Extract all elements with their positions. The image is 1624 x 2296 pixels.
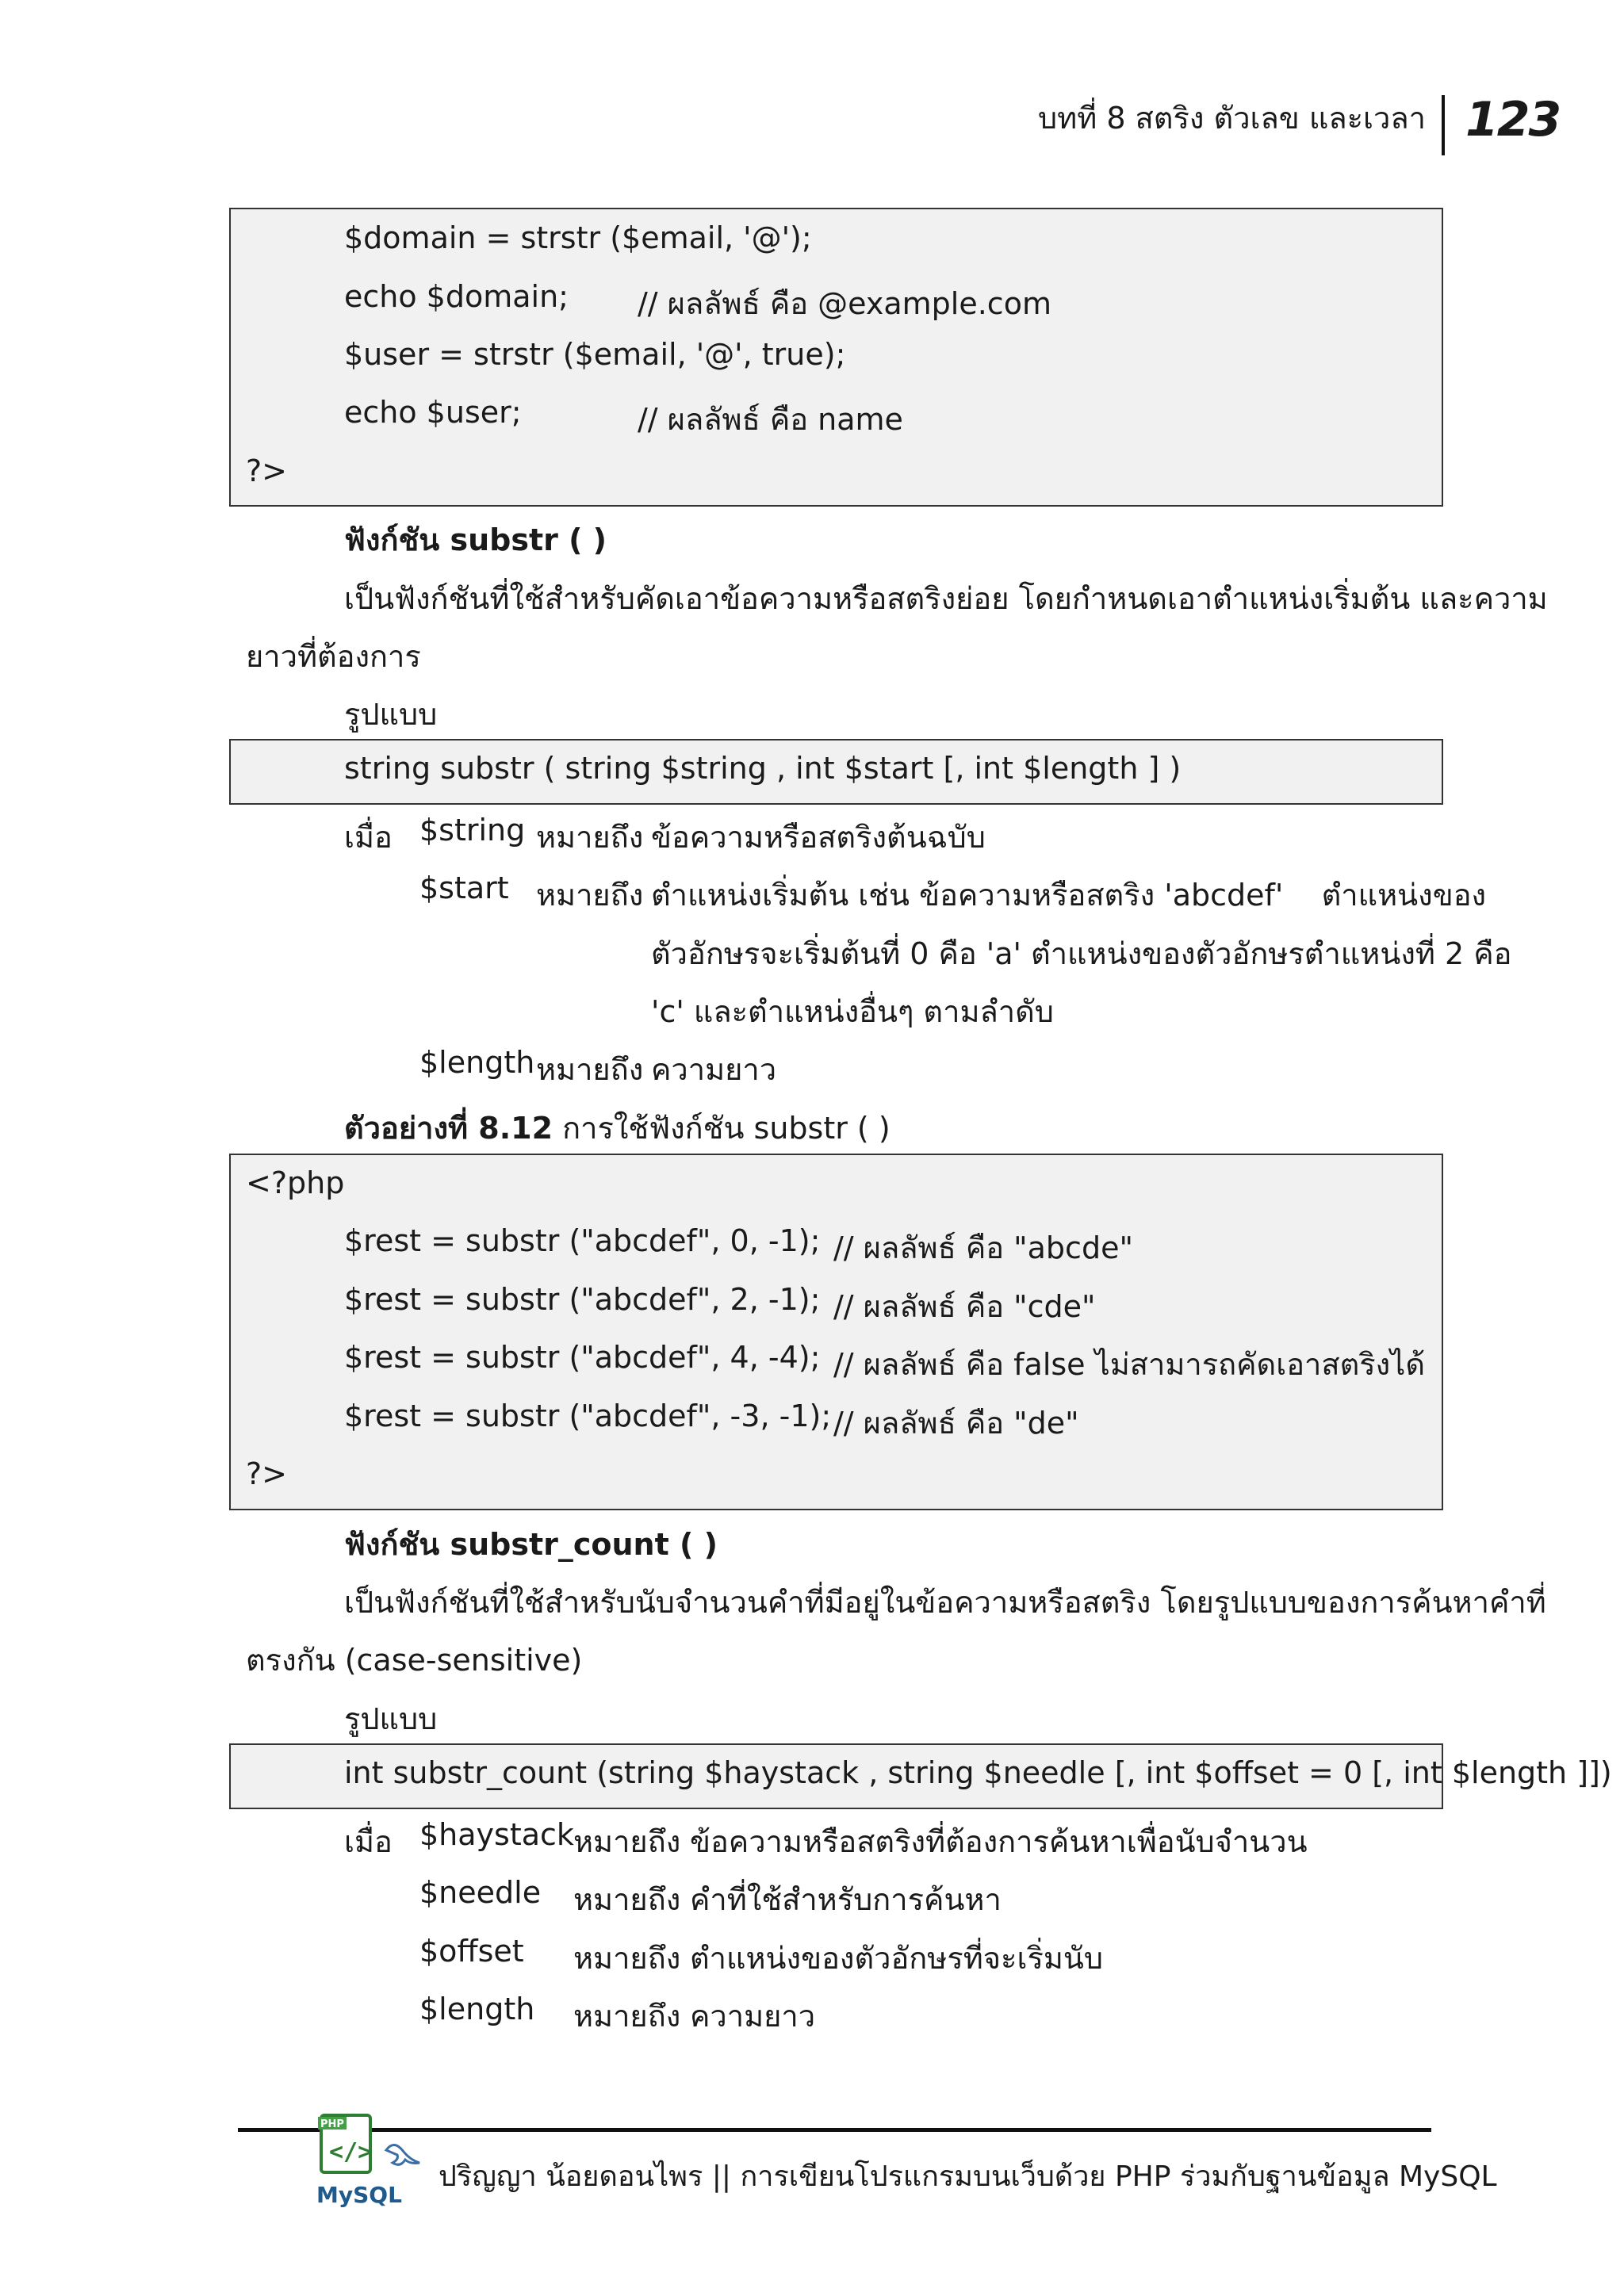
example-title: การใช้ฟังก์ชัน substr ( )	[553, 1111, 891, 1146]
section-heading-substr-count: ฟังก์ชัน substr_count ( )	[344, 1527, 718, 1562]
code-line: $rest = substr ("abcdef", 0, -1);	[344, 1223, 821, 1258]
page-number: 123	[1465, 92, 1561, 147]
param-desc: ข้อความหรือสตริงที่ต้องการค้นหาเพื่อนับจำนวน	[690, 1824, 1308, 1859]
code-comment: // ผลลัพธ์ คือ "cde"	[833, 1289, 1096, 1324]
code-block-substr-example	[229, 1154, 1443, 1510]
logo-wordmark: MySQL	[316, 2182, 402, 2208]
param-name: $string	[419, 813, 526, 848]
param-desc: ความยาว	[690, 1999, 816, 2034]
example-number: ตัวอย่างที่ 8.12	[344, 1111, 553, 1146]
code-line: echo $domain;	[344, 279, 569, 314]
when-label: เมื่อ	[344, 820, 393, 855]
section-heading-substr: ฟังก์ชัน substr ( )	[344, 522, 607, 557]
param-desc: ข้อความหรือสตริงต้นฉบับ	[651, 820, 986, 855]
code-comment: // ผลลัพธ์ คือ false ไม่สามารถคัดเอาสตริงได้	[833, 1347, 1426, 1382]
param-desc-cont: 'c' และตำแหน่งอื่นๆ ตามลำดับ	[651, 994, 1054, 1029]
param-means: หมายถึง	[536, 878, 644, 913]
paragraph-line: ตรงกัน (case-sensitive)	[246, 1643, 583, 1678]
param-name: $needle	[419, 1875, 542, 1910]
code-line: $rest = substr ("abcdef", -3, -1);	[344, 1399, 832, 1433]
param-name: $offset	[419, 1934, 524, 1969]
param-means: หมายถึง	[573, 1941, 681, 1976]
code-line: $user = strstr ($email, '@', true);	[344, 337, 846, 372]
param-desc-cont: ตัวอักษรจะเริ่มต้นที่ 0 คือ 'a' ตำแหน่งของตัวอักษรตำแหน่งที่ 2 คือ	[651, 936, 1512, 971]
param-name: $haystack	[419, 1817, 574, 1852]
format-label: รูปแบบ	[344, 1701, 438, 1736]
logo-badge-text: PHP	[320, 2118, 344, 2130]
code-line: $domain = strstr ($email, '@');	[344, 220, 812, 255]
code-line: $rest = substr ("abcdef", 4, -4);	[344, 1340, 821, 1375]
param-desc: ความยาว	[651, 1052, 777, 1087]
param-name: $length	[419, 1045, 535, 1080]
paragraph-line: เป็นฟังก์ชันที่ใช้สำหรับนับจำนวนคำที่มีอยู่ในข้อความหรือสตริง โดยรูปแบบของการค้นหาคำที่	[344, 1585, 1546, 1620]
syntax-text: string substr ( string $string , int $start [, int $length ] )	[344, 751, 1182, 786]
php-close-tag: ?>	[246, 1456, 288, 1491]
param-means: หมายถึง	[573, 1882, 681, 1917]
header-divider	[1442, 95, 1445, 155]
param-desc: คำที่ใช้สำหรับการค้นหา	[690, 1882, 1002, 1917]
syntax-text: int substr_count (string $haystack , string $needle [, int $offset = 0 [, int $length ]])	[344, 1755, 1612, 1790]
svg-text:</>: </>	[329, 2138, 373, 2166]
format-label: รูปแบบ	[344, 697, 438, 732]
chapter-title: บทที่ 8 สตริง ตัวเลข และเวลา	[1038, 101, 1426, 136]
param-means: หมายถึง	[536, 1052, 644, 1087]
when-label: เมื่อ	[344, 1824, 393, 1859]
code-comment: // ผลลัพธ์ คือ "abcde"	[833, 1230, 1133, 1265]
param-desc: ตำแหน่งเริ่มต้น เช่น ข้อความหรือสตริง 'abcdef' ตำแหน่งของ	[651, 878, 1487, 913]
php-mysql-logo-icon	[313, 2109, 424, 2212]
param-name: $length	[419, 1992, 535, 2026]
footer-text: ปริญญา น้อยดอนไพร || การเขียนโปรแกรมบนเว็บด้วย PHP ร่วมกับฐานข้อมูล MySQL	[439, 2160, 1497, 2193]
param-desc: ตำแหน่งของตัวอักษรที่จะเริ่มนับ	[690, 1941, 1104, 1976]
paragraph-line: เป็นฟังก์ชันที่ใช้สำหรับคัดเอาข้อความหรือสตริงย่อย โดยกำหนดเอาตำแหน่งเริ่มต้น และความ	[344, 581, 1548, 616]
code-comment: // ผลลัพธ์ คือ name	[638, 402, 903, 437]
param-means: หมายถึง	[573, 1824, 681, 1859]
php-close-tag: ?>	[246, 453, 288, 488]
code-line: echo $user;	[344, 395, 522, 430]
param-means: หมายถึง	[573, 1999, 681, 2034]
param-name: $start	[419, 871, 509, 905]
param-means: หมายถึง	[536, 820, 644, 855]
code-comment: // ผลลัพธ์ คือ @example.com	[638, 286, 1051, 321]
code-line: $rest = substr ("abcdef", 2, -1);	[344, 1282, 821, 1317]
code-comment: // ผลลัพธ์ คือ "de"	[833, 1406, 1079, 1441]
php-open-tag: <?php	[246, 1165, 345, 1200]
paragraph-line: ยาวที่ต้องการ	[246, 639, 421, 674]
example-caption	[344, 1104, 891, 1152]
